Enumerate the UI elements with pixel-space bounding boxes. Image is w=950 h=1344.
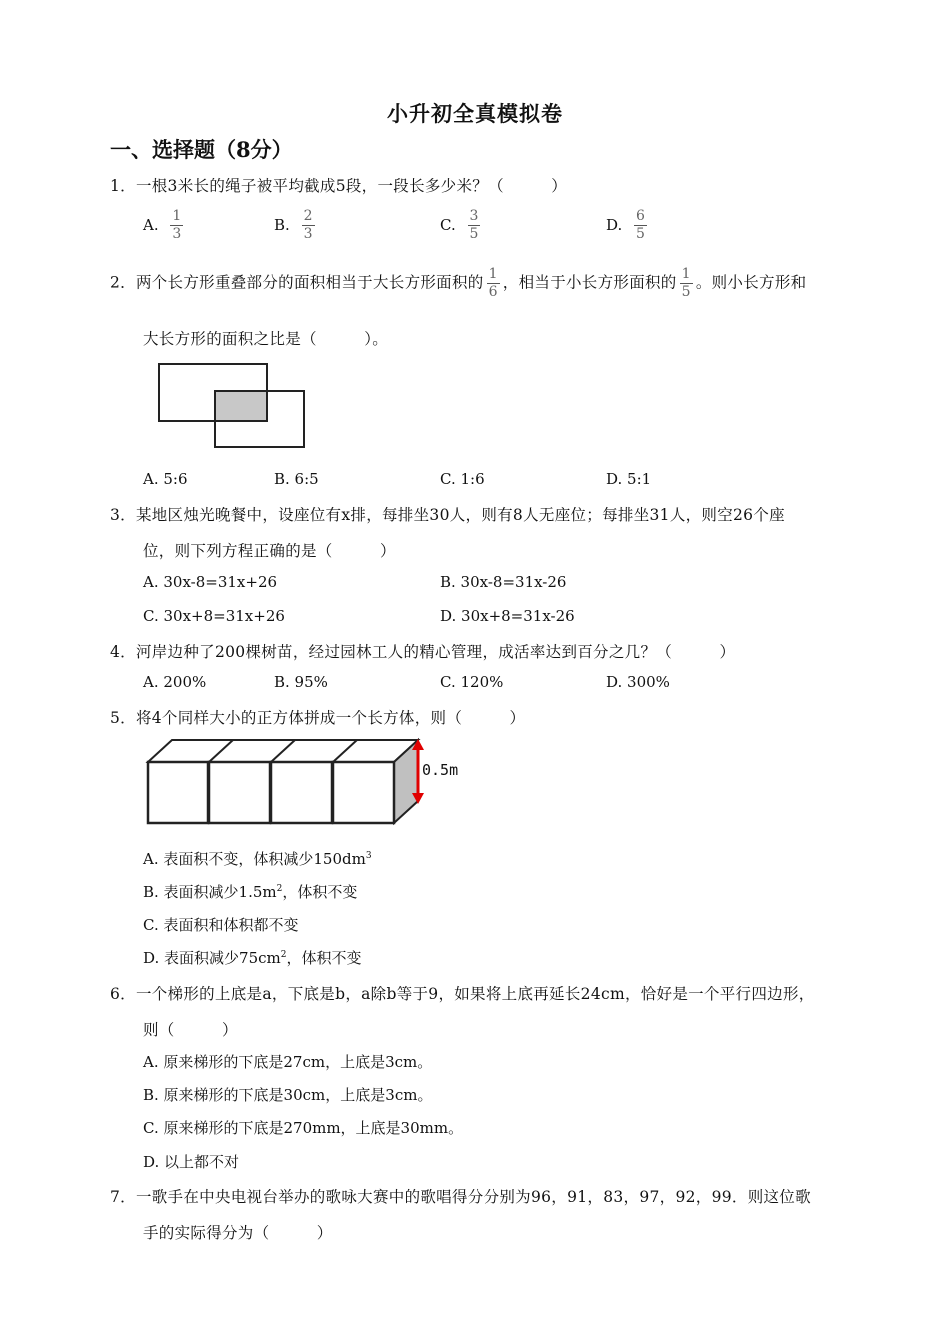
q2-option-a: A. 5:6 (143, 470, 188, 488)
question-6-line2: 则（ ） (143, 1021, 238, 1039)
q2-option-c: C. 1:6 (440, 470, 485, 488)
fraction: $\frac{6}{5}$ (636, 208, 645, 242)
q3-option-d: D. 30x+8=31x-26 (440, 607, 575, 625)
cube-2 (209, 762, 270, 823)
fraction: $\frac{1}{3}$ (172, 208, 182, 242)
option-label: D. (606, 215, 623, 234)
q4-option-d: D. 300% (606, 673, 670, 691)
section-heading: 一、选择题（8分） (110, 137, 293, 162)
q4-option-c: C. 120% (440, 673, 504, 691)
q6-option-c: C. 原来梯形的下底是270mm，上底是30mm。 (143, 1119, 464, 1137)
height-label: 0.5m (422, 761, 459, 779)
q6-option-d: D. 以上都不对 (143, 1153, 240, 1171)
q5-option-b: B. 表面积减少$1.5m^2$，体积不变 (143, 883, 358, 901)
q5-option-c: C. 表面积和体积都不变 (143, 916, 299, 934)
option-label: A. (143, 215, 159, 234)
q2-option-b: B. 6:5 (274, 470, 319, 488)
q4-option-b: B. 95% (274, 673, 328, 691)
fraction: $\frac{1}{6}$ (488, 266, 498, 300)
q6-option-b: B. 原来梯形的下底是30cm，上底是3cm。 (143, 1086, 433, 1104)
question-2: 2．两个长方形重叠部分的面积相当于大长方形面积的 $\frac{1}{6}$ ，相当于小长方形面积的 $\frac{1}{5}$ 。则小长方形和 (110, 266, 807, 300)
q1-option-d (606, 208, 650, 243)
cube-3 (271, 762, 332, 823)
question-3: 3．某地区烛光晚餐中，设座位有x排，每排坐30人，则有8人无座位；每排坐31人，则空26个座 (110, 506, 785, 524)
page-title: 小升初全真模拟卷 (387, 101, 563, 126)
question-7: 7．一歌手在中央电视台举办的歌咏大赛中的歌唱得分分别为96，91，83，97，92，99．则这位歌 (110, 1188, 811, 1206)
option-label: C. (440, 215, 456, 234)
q5-option-d: D. 表面积减少$75cm^2$，体积不变 (143, 949, 362, 967)
q5-option-a: A. 表面积不变，体积减少$150dm^3$ (143, 850, 372, 868)
q1-option-a (143, 208, 186, 243)
q6-option-a: A. 原来梯形的下底是27cm，上底是3cm。 (143, 1053, 433, 1071)
option-label: B. (274, 215, 290, 234)
fraction: $\frac{2}{3}$ (303, 208, 313, 242)
q3-option-b: B. 30x-8=31x-26 (440, 573, 567, 591)
q4-option-a: A. 200% (143, 673, 207, 691)
overlapping-rectangles-figure (155, 360, 310, 452)
question-7-line2: 手的实际得分为（ ） (143, 1224, 333, 1242)
cube-1 (148, 762, 208, 823)
fraction: $\frac{1}{5}$ (681, 266, 691, 300)
question-5: 5．将4个同样大小的正方体拼成一个长方体，则（ ） (110, 709, 526, 727)
q1-option-b (274, 208, 318, 243)
question-6: 6．一个梯形的上底是a，下底是b，a除b等于9，如果将上底再延长24cm，恰好是一个平行四边形， (110, 985, 815, 1003)
cubes-figure (145, 737, 465, 829)
question-1: 1．一根3米长的绳子被平均截成5段，一段长多少米？（ ） (110, 177, 568, 195)
question-4: 4．河岸边种了200棵树苗，经过园林工人的精心管理，成活率达到百分之几？（ ） (110, 643, 736, 661)
q3-option-c: C. 30x+8=31x+26 (143, 607, 285, 625)
q1-option-c (440, 208, 483, 243)
overlap-region (215, 391, 267, 421)
q3-option-a: A. 30x-8=31x+26 (143, 573, 278, 591)
question-3-line2: 位，则下列方程正确的是（ ） (143, 542, 396, 560)
cube-4 (333, 762, 394, 823)
fraction: $\frac{3}{5}$ (469, 208, 479, 242)
q2-option-d: D. 5:1 (606, 470, 652, 488)
question-2-line2: 大长方形的面积之比是（ ）。 (143, 330, 389, 348)
